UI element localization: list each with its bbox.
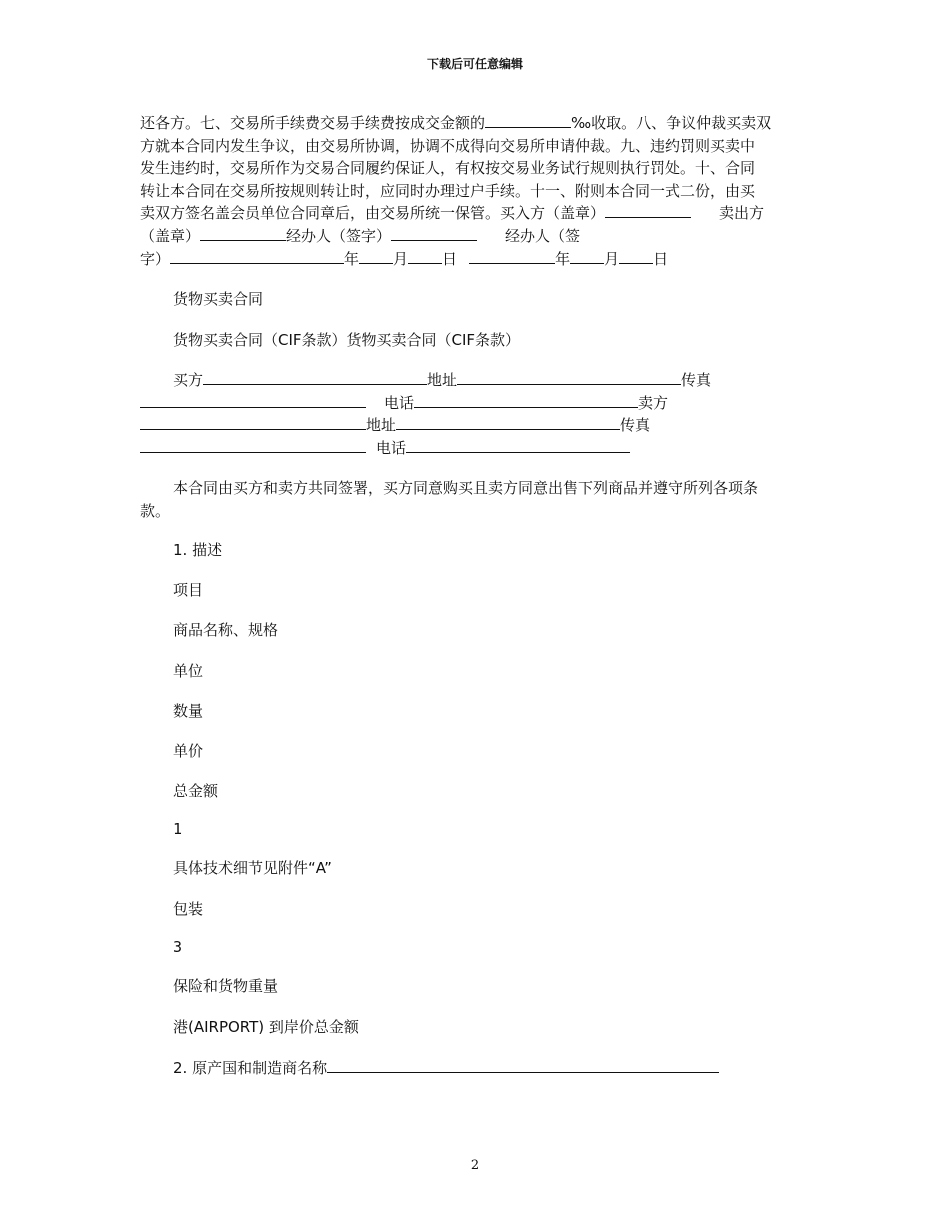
paragraph-line: 卖双方签名盖会员单位合同章后，由交易所统一保管。买入方（盖章） 卖出方: [140, 204, 765, 223]
item-number: 1: [173, 820, 183, 838]
buyer-address-field[interactable]: [457, 370, 681, 385]
year-blank[interactable]: [359, 249, 393, 264]
buyer-fax-field[interactable]: [140, 393, 366, 408]
item-label: 单价: [173, 742, 204, 760]
buyer-seal-blank[interactable]: [605, 203, 691, 218]
month2-blank[interactable]: [619, 249, 653, 264]
seller-seal-blank[interactable]: [200, 226, 286, 241]
contract-paragraph-top: [140, 112, 812, 270]
item-label: 港(AIRPORT) 到岸价总金额: [173, 1018, 359, 1036]
paragraph-line: 方就本合同内发生争议，由交易所协调，协调不成得向交易所申请仲裁。九、违约罚则买卖中: [140, 136, 756, 155]
seller-phone-field[interactable]: [406, 438, 630, 453]
seller-name-field[interactable]: [140, 415, 366, 430]
item-label: 包装: [173, 900, 204, 918]
item-label: 项目: [173, 581, 204, 599]
month-blank[interactable]: [408, 249, 442, 264]
party-info: 买方 地址 传真 电话 卖方 地址 传真 电话: [140, 369, 812, 459]
item-label: 单位: [173, 662, 204, 680]
paragraph-line: 发生违约时，交易所作为交易合同履约保证人，有权按交易业务试行规则执行罚处。十、合同: [140, 159, 756, 178]
item-label: 数量: [173, 702, 204, 720]
agreement-paragraph: 本合同由买方和卖方共同签署，买方同意购买且卖方同意出售下列商品并遵守所列各项条 款。: [140, 479, 759, 520]
item-label: 保险和货物重量: [173, 977, 279, 995]
buyer-phone-field[interactable]: [414, 393, 638, 408]
page-header: 下载后可任意编辑: [426, 57, 523, 71]
seller-address-field[interactable]: [396, 415, 620, 430]
item-number: 3: [173, 938, 183, 956]
origin-field[interactable]: [327, 1058, 719, 1073]
paragraph-line: 还各方。七、交易所手续费交易手续费按成交金额的 ‰收取。八、争议仲裁买卖双: [140, 114, 772, 132]
origin-line: 2. 原产国和制造商名称: [173, 1058, 719, 1078]
fee-rate-blank[interactable]: [485, 113, 571, 128]
year2-blank[interactable]: [570, 249, 604, 264]
contract-title: 货物买卖合同: [173, 290, 264, 308]
buyer-agent-blank[interactable]: [391, 226, 477, 241]
contract-subtitle: 货物买卖合同（CIF条款）货物买卖合同（CIF条款）: [173, 331, 521, 349]
item-label: 具体技术细节见附件“A”: [173, 859, 332, 877]
paragraph-line: 转让本合同在交易所按规则转让时，应同时办理过户手续。十一、附则本合同一式二份，由买: [140, 181, 756, 200]
page-number: 2: [470, 1158, 480, 1173]
item-label: 商品名称、规格: [173, 621, 279, 639]
seller-fax-field[interactable]: [140, 438, 366, 453]
buyer-name-field[interactable]: [203, 370, 427, 385]
date2-blank[interactable]: [469, 249, 555, 264]
section-description: 1. 描述: [173, 541, 223, 559]
item-label: 总金额: [173, 782, 219, 800]
paragraph-line: 字） 年 月 日 年 月 日: [140, 249, 669, 268]
seller-agent-blank[interactable]: [170, 249, 344, 264]
paragraph-line: （盖章） 经办人（签字） 经办人（签: [140, 226, 581, 245]
